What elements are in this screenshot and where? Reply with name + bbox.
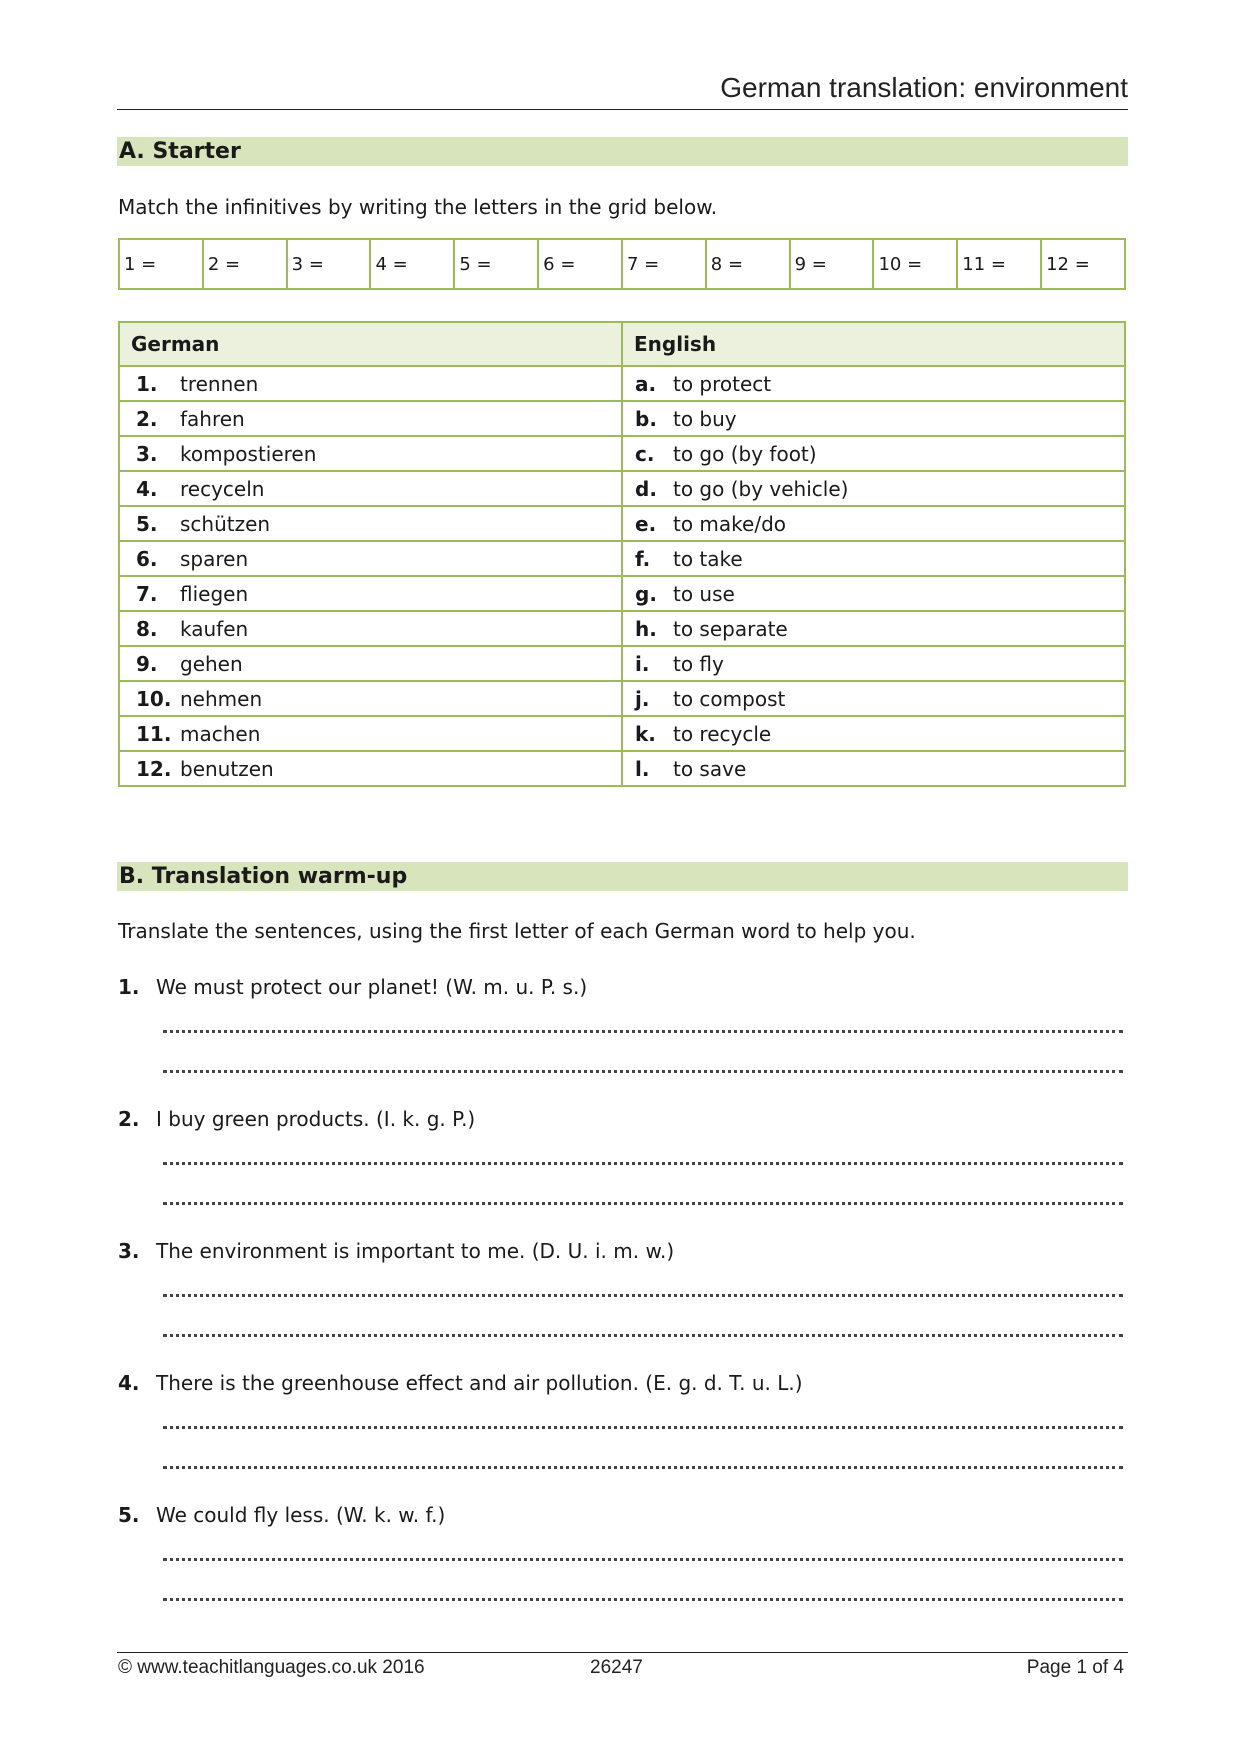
german-number: 8. — [136, 616, 158, 641]
german-cell — [119, 366, 622, 401]
german-word: nehmen — [180, 686, 263, 711]
german-cell — [119, 646, 622, 681]
vocab-row — [119, 401, 1125, 436]
question-item — [118, 1371, 803, 1395]
question-text: We could fly less. (W. k. w. f.) — [156, 1503, 446, 1527]
german-word: schützen — [180, 511, 271, 536]
english-word: to separate — [673, 616, 788, 641]
english-cell — [622, 401, 1125, 436]
question-text: I buy green products. (I. k. g. P.) — [156, 1107, 476, 1131]
english-letter: e. — [635, 511, 657, 536]
question-number: 5. — [118, 1503, 140, 1527]
question-item — [118, 975, 587, 999]
german-cell — [119, 541, 622, 576]
question-text: The environment is important to me. (D. U. i. m. w.) — [156, 1239, 675, 1263]
section-a-instruction: Match the infinitives by writing the letters in the grid below. — [118, 195, 718, 219]
answer-line[interactable] — [163, 1598, 1123, 1601]
german-word: kaufen — [180, 616, 249, 641]
german-number: 6. — [136, 546, 158, 571]
document-title: German translation: environment — [720, 72, 1128, 103]
answer-line[interactable] — [163, 1030, 1123, 1033]
german-number: 10. — [136, 686, 172, 711]
german-number: 3. — [136, 441, 158, 466]
answer-line[interactable] — [163, 1426, 1123, 1429]
answer-cell[interactable]: 8 = — [706, 239, 790, 289]
vocab-row — [119, 506, 1125, 541]
answer-line[interactable] — [163, 1294, 1123, 1297]
footer-copyright: © www.teachitlanguages.co.uk 2016 — [118, 1657, 425, 1678]
german-word: machen — [180, 721, 261, 746]
answer-line[interactable] — [163, 1202, 1123, 1205]
german-word: benutzen — [180, 756, 274, 781]
section-b-heading: B. Translation warm-up — [117, 862, 1128, 891]
answer-line[interactable] — [163, 1162, 1123, 1165]
german-word: gehen — [180, 651, 243, 676]
german-cell — [119, 471, 622, 506]
vocab-row — [119, 366, 1125, 401]
english-letter: d. — [635, 476, 657, 501]
question-number: 4. — [118, 1371, 140, 1395]
english-letter: k. — [635, 721, 656, 746]
english-cell — [622, 576, 1125, 611]
german-number: 12. — [136, 756, 172, 781]
english-letter: c. — [635, 441, 655, 466]
section-b-instruction: Translate the sentences, using the first letter of each German word to help you. — [118, 919, 916, 943]
vocab-row — [119, 471, 1125, 506]
english-letter: b. — [635, 406, 657, 431]
german-number: 7. — [136, 581, 158, 606]
english-word: to recycle — [673, 721, 772, 746]
question-item — [118, 1107, 475, 1131]
german-cell — [119, 681, 622, 716]
english-word: to fly — [673, 651, 724, 676]
footer-code: 26247 — [590, 1657, 643, 1678]
answer-cell[interactable]: 12 = — [1041, 239, 1125, 289]
question-item — [118, 1503, 445, 1527]
english-letter: g. — [635, 581, 657, 606]
german-cell — [119, 751, 622, 786]
english-letter: i. — [635, 651, 650, 676]
answer-cell[interactable]: 10 = — [873, 239, 957, 289]
footer-divider — [117, 1652, 1128, 1653]
english-word: to go (by foot) — [673, 441, 817, 466]
german-number: 5. — [136, 511, 158, 536]
answer-line[interactable] — [163, 1070, 1123, 1073]
german-number: 9. — [136, 651, 158, 676]
vocab-row — [119, 681, 1125, 716]
german-cell — [119, 611, 622, 646]
english-cell — [622, 611, 1125, 646]
answer-cell[interactable]: 1 = — [119, 239, 203, 289]
english-cell — [622, 436, 1125, 471]
answer-line[interactable] — [163, 1558, 1123, 1561]
answer-cell[interactable]: 11 = — [957, 239, 1041, 289]
vocab-row — [119, 541, 1125, 576]
answer-line[interactable] — [163, 1466, 1123, 1469]
question-text: There is the greenhouse effect and air pollution. (E. g. d. T. u. L.) — [156, 1371, 803, 1395]
english-cell — [622, 506, 1125, 541]
answer-grid — [118, 238, 1126, 290]
german-word: trennen — [180, 371, 259, 396]
english-word: to go (by vehicle) — [673, 476, 849, 501]
german-cell — [119, 506, 622, 541]
header-german: German — [119, 322, 622, 366]
english-cell — [622, 541, 1125, 576]
english-letter: j. — [635, 686, 650, 711]
english-word: to take — [673, 546, 743, 571]
german-cell — [119, 436, 622, 471]
english-word: to make/do — [673, 511, 787, 536]
german-number: 4. — [136, 476, 158, 501]
answer-cell[interactable]: 3 = — [287, 239, 371, 289]
question-number: 1. — [118, 975, 140, 999]
german-cell — [119, 716, 622, 751]
header-english: English — [622, 322, 1125, 366]
english-word: to protect — [673, 371, 772, 396]
english-letter: f. — [635, 546, 651, 571]
german-word: fliegen — [180, 581, 249, 606]
footer-page-number: Page 1 of 4 — [1026, 1657, 1124, 1678]
german-number: 1. — [136, 371, 158, 396]
english-letter: l. — [635, 756, 650, 781]
question-number: 2. — [118, 1107, 140, 1131]
german-word: fahren — [180, 406, 245, 431]
german-word: sparen — [180, 546, 249, 571]
section-a-heading: A. Starter — [117, 137, 1128, 166]
english-cell — [622, 751, 1125, 786]
vocab-row — [119, 576, 1125, 611]
german-cell — [119, 401, 622, 436]
german-cell — [119, 576, 622, 611]
answer-cell[interactable]: 2 = — [203, 239, 287, 289]
vocab-row — [119, 646, 1125, 681]
vocab-row — [119, 716, 1125, 751]
vocabulary-table — [118, 321, 1126, 787]
german-number: 2. — [136, 406, 158, 431]
question-item — [118, 1239, 674, 1263]
english-cell — [622, 366, 1125, 401]
answer-cell[interactable]: 6 = — [538, 239, 622, 289]
english-cell — [622, 681, 1125, 716]
english-cell — [622, 471, 1125, 506]
english-cell — [622, 646, 1125, 681]
title-divider — [117, 109, 1128, 110]
english-letter: a. — [635, 371, 657, 396]
question-number: 3. — [118, 1239, 140, 1263]
english-word: to buy — [673, 406, 737, 431]
answer-cell[interactable]: 5 = — [454, 239, 538, 289]
answer-line[interactable] — [163, 1334, 1123, 1337]
vocab-row — [119, 436, 1125, 471]
answer-cell[interactable]: 9 = — [790, 239, 874, 289]
english-cell — [622, 716, 1125, 751]
english-word: to use — [673, 581, 735, 606]
question-text: We must protect our planet! (W. m. u. P. s.) — [156, 975, 588, 999]
vocab-row — [119, 611, 1125, 646]
answer-cell[interactable]: 7 = — [622, 239, 706, 289]
answer-cell[interactable]: 4 = — [370, 239, 454, 289]
german-number: 11. — [136, 721, 172, 746]
english-letter: h. — [635, 616, 657, 641]
german-word: kompostieren — [180, 441, 317, 466]
english-word: to save — [673, 756, 747, 781]
german-word: recyceln — [180, 476, 265, 501]
english-word: to compost — [673, 686, 786, 711]
vocab-row — [119, 751, 1125, 786]
